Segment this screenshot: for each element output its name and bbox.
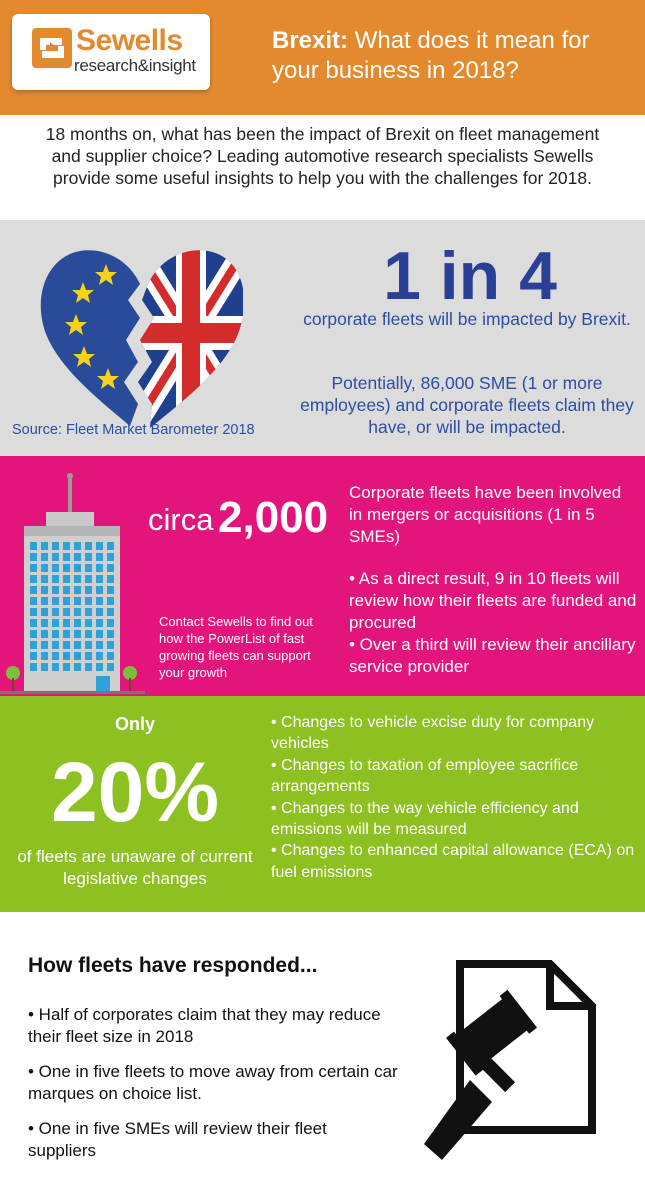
list-item: • One in five fleets to move away from certain car marques on choice list.	[28, 1062, 398, 1103]
building-window	[85, 641, 92, 649]
building-window	[52, 608, 59, 616]
building-window	[85, 553, 92, 561]
legislation-only: Only	[114, 714, 155, 734]
page-title	[272, 26, 632, 86]
impact-stat: 1 in 4	[383, 238, 557, 314]
building-window	[96, 542, 103, 550]
list-item: • Over a third will review their ancillary service provider	[349, 635, 636, 676]
list-item: • Changes to enhanced capital allowance (ECA) on fuel emissions	[271, 842, 635, 881]
building-window	[30, 575, 37, 583]
building-window	[96, 586, 103, 594]
building-window	[41, 586, 48, 594]
list-item: • Half of corporates claim that they may reduce their fleet size in 2018	[28, 1005, 381, 1046]
building-window	[52, 619, 59, 627]
building-window	[96, 597, 103, 605]
mergers-bullets	[349, 568, 639, 678]
document-gavel-icon	[420, 960, 600, 1174]
building-window	[107, 553, 114, 561]
mergers-stat: 2,000	[218, 493, 329, 542]
mergers-text: Corporate fleets have been involved in mergers or acquisitions (1 in 5 SMEs)	[349, 483, 622, 546]
source-note: Source: Fleet Market Barometer 2018	[12, 422, 255, 438]
building-window	[96, 641, 103, 649]
building-window	[52, 597, 59, 605]
building-window	[107, 575, 114, 583]
building-window	[107, 586, 114, 594]
building-window	[96, 575, 103, 583]
building-window	[74, 564, 81, 572]
list-item: • Changes to the way vehicle efficiency and emissions will be measured	[271, 799, 579, 839]
building-window	[85, 663, 92, 671]
building-window	[85, 564, 92, 572]
building-window	[96, 619, 103, 627]
list-item: • One in five SMEs will review their fleet suppliers	[28, 1119, 327, 1160]
mergers-prefix: circa	[148, 502, 214, 537]
building-window	[96, 663, 103, 671]
building-window	[63, 630, 70, 638]
list-item: • Changes to taxation of employee sacrifice arrangements	[271, 756, 579, 796]
building-window	[107, 663, 114, 671]
building-window	[63, 597, 70, 605]
list-item: • As a direct result, 9 in 10 fleets will review how their fleets are funded and procured	[349, 569, 637, 632]
building-window	[41, 597, 48, 605]
building-window	[96, 652, 103, 660]
building-window	[52, 564, 59, 572]
building-window	[107, 608, 114, 616]
building-window	[41, 663, 48, 671]
building-window	[41, 575, 48, 583]
response-bullets	[28, 1004, 398, 1175]
building-window	[52, 641, 59, 649]
building-window	[63, 641, 70, 649]
building-window	[107, 641, 114, 649]
building-window	[63, 564, 70, 572]
sewells-logo-icon	[32, 28, 72, 68]
legislation-bullets	[271, 712, 641, 883]
building-window	[63, 619, 70, 627]
response-section	[0, 912, 645, 1200]
logo-name: Sewells	[76, 24, 183, 57]
header-banner	[0, 0, 645, 115]
sewells-logo[interactable]	[12, 14, 210, 90]
building-window	[107, 630, 114, 638]
building-window	[107, 564, 114, 572]
building-window	[63, 553, 70, 561]
building-window	[85, 619, 92, 627]
building-window	[41, 652, 48, 660]
building-window	[74, 597, 81, 605]
building-window	[30, 597, 37, 605]
legislation-section	[0, 696, 645, 912]
building-window	[63, 608, 70, 616]
impact-detail: Potentially, 86,000 SME (1 or more employees) and corporate fleets claim they have, or will be impacted.	[300, 373, 634, 437]
page-title-bold: Brexit:	[272, 27, 349, 54]
building-window	[30, 652, 37, 660]
building-window	[30, 586, 37, 594]
legislation-caption: of fleets are unaware of current legislative changes	[17, 847, 253, 888]
building-window	[85, 586, 92, 594]
building-window	[30, 542, 37, 550]
building-window	[85, 597, 92, 605]
building-window	[74, 641, 81, 649]
logo-subtitle: research&insight	[74, 56, 196, 75]
legislation-stat: 20%	[50, 745, 220, 839]
building-window	[52, 630, 59, 638]
building-window	[96, 608, 103, 616]
building-window	[41, 564, 48, 572]
building-window	[52, 575, 59, 583]
building-window	[41, 608, 48, 616]
response-title: How fleets have responded...	[28, 954, 318, 977]
building-window	[74, 608, 81, 616]
building-window	[41, 553, 48, 561]
building-window	[74, 630, 81, 638]
building-window	[96, 630, 103, 638]
building-window	[52, 553, 59, 561]
broken-eu-uk-heart-icon	[38, 244, 243, 429]
building-window	[85, 542, 92, 550]
building-window	[41, 630, 48, 638]
building-window	[63, 575, 70, 583]
building-window	[74, 652, 81, 660]
building-window	[74, 663, 81, 671]
building-window	[63, 652, 70, 660]
contact-note[interactable]: Contact Sewells to find out how the PowerList of fast growing fleets can support your growth	[159, 614, 313, 680]
building-window	[107, 652, 114, 660]
intro-text: 18 months on, what has been the impact of Brexit on fleet management and supplier choice? Leading automotive research specialists Sewells provide some useful insights to help you with the challenges for 2018.	[45, 124, 600, 188]
building-window	[41, 619, 48, 627]
building-window	[107, 542, 114, 550]
building-window	[30, 630, 37, 638]
building-window	[52, 542, 59, 550]
building-window	[30, 564, 37, 572]
building-window	[52, 586, 59, 594]
building-window	[74, 553, 81, 561]
building-window	[30, 663, 37, 671]
building-window	[85, 630, 92, 638]
mergers-section	[0, 456, 645, 696]
building-window	[107, 597, 114, 605]
building-window	[85, 575, 92, 583]
building-window	[63, 542, 70, 550]
building-window	[52, 663, 59, 671]
intro-section	[0, 115, 645, 220]
building-window	[30, 641, 37, 649]
building-window	[96, 553, 103, 561]
building-window	[85, 652, 92, 660]
list-item: • Changes to vehicle excise duty for company vehicles	[271, 714, 595, 753]
building-window	[96, 564, 103, 572]
building-window	[30, 619, 37, 627]
building-window	[74, 542, 81, 550]
building-window	[52, 652, 59, 660]
building-window	[30, 608, 37, 616]
building-window	[63, 586, 70, 594]
impact-caption: corporate fleets will be impacted by Brexit.	[303, 309, 631, 329]
building-window	[74, 619, 81, 627]
building-window	[63, 663, 70, 671]
building-window	[107, 619, 114, 627]
building-window	[74, 586, 81, 594]
building-window	[85, 608, 92, 616]
building-window	[74, 575, 81, 583]
impact-section	[0, 220, 645, 456]
building-window	[30, 553, 37, 561]
building-window	[41, 641, 48, 649]
page-title-rest: What does it mean for your business in 2018?	[272, 27, 590, 84]
office-building-icon	[0, 472, 145, 694]
building-window	[41, 542, 48, 550]
